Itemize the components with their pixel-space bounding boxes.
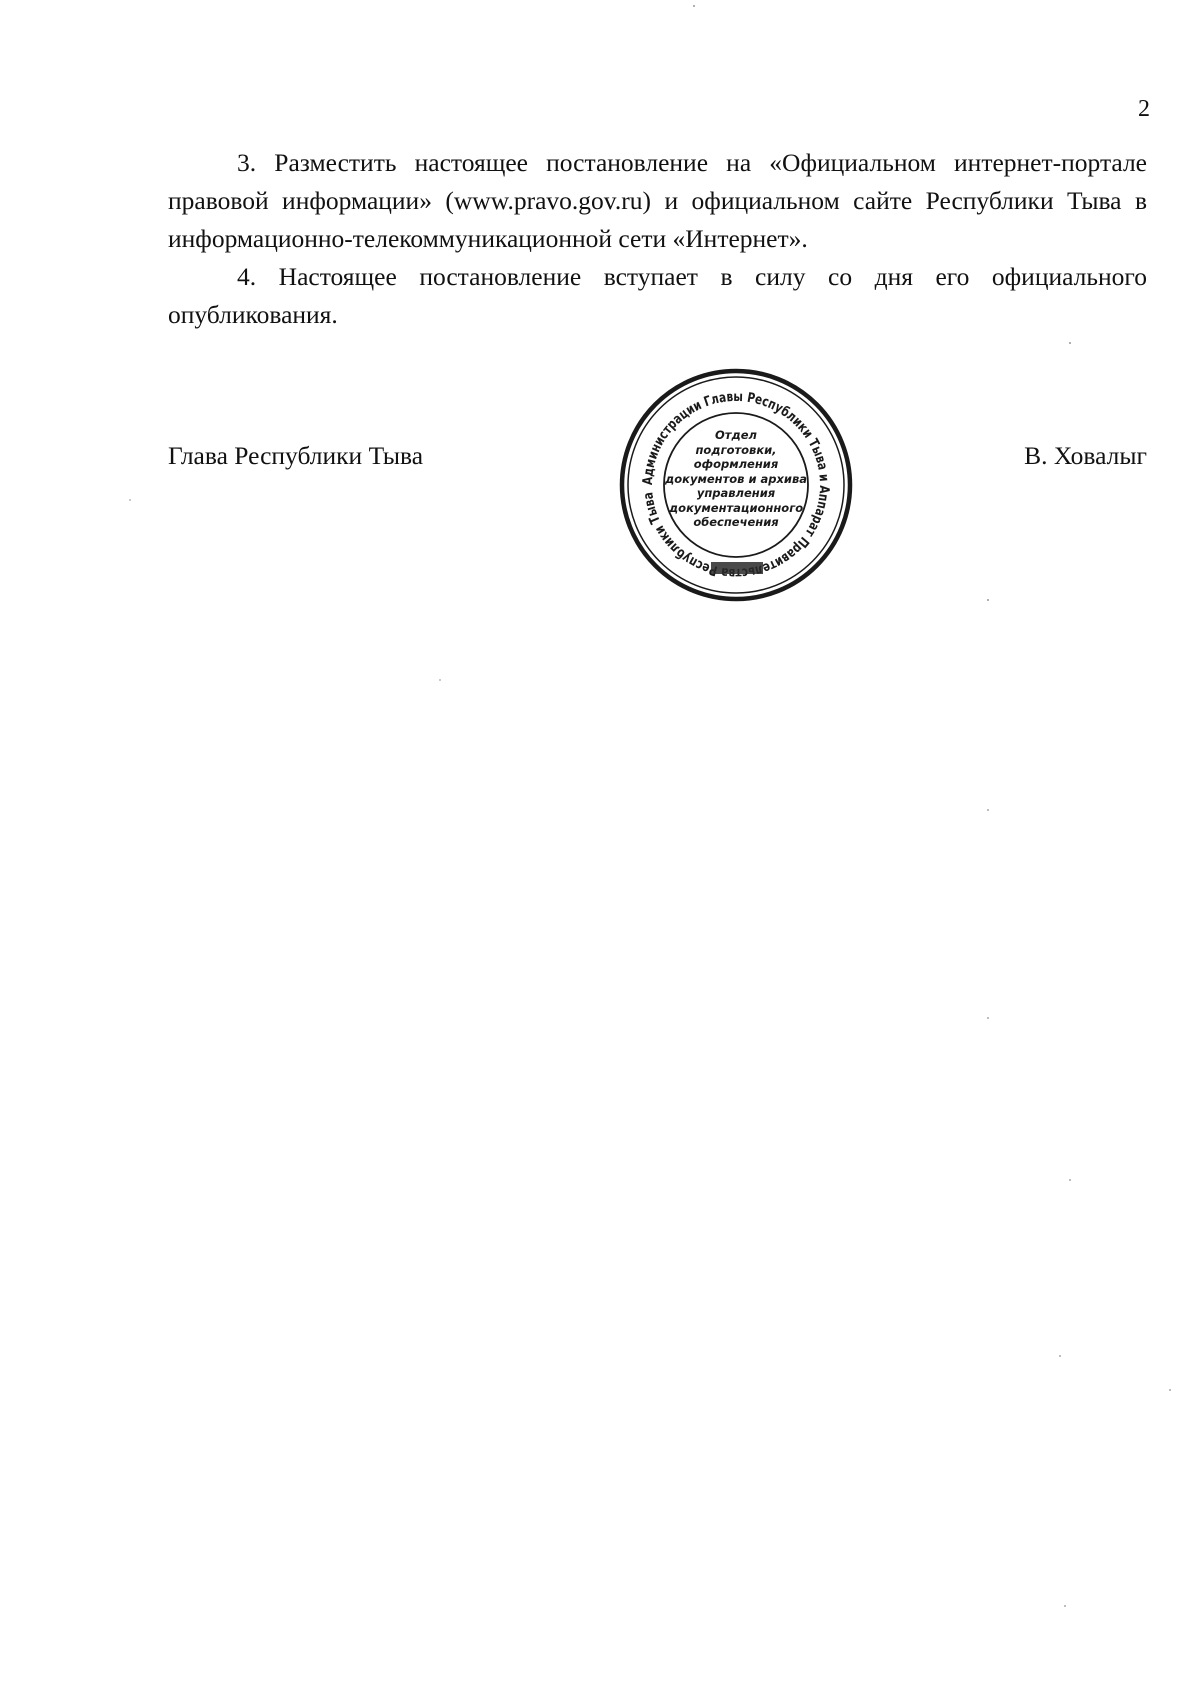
seal-center-line: документационного xyxy=(668,500,804,515)
seal-center-line: Отдел xyxy=(715,428,757,442)
seal-center-line: обеспечения xyxy=(693,515,779,529)
signer-name: В. Ховалыг xyxy=(1024,441,1147,470)
seal-center-line: документов и архива xyxy=(664,471,808,486)
signer-position: Глава Республики Тыва xyxy=(168,441,424,470)
seal-center-line: управления xyxy=(696,486,776,500)
page-number: 2 xyxy=(1138,96,1150,122)
official-seal-stamp xyxy=(617,366,855,604)
seal-center-line: подготовки, xyxy=(695,442,777,457)
document-body xyxy=(168,144,1147,334)
seal-center-text xyxy=(659,428,813,530)
seal-ring-text: Администрации Главы Республики Тыва и Аппарат Правите еспублики Тыва xyxy=(639,388,833,577)
paragraph-3: 3. Разместить настоящее постановление на «Официальном интернет-портале правовой информации» (www.pravo.gov.ru) и официальном сайте Республики Тыва в информационно-телекоммуникационной сети «Интернет». xyxy=(168,148,1147,253)
seal-center-line: оформления xyxy=(693,457,779,471)
paragraph-4: 4. Настоящее постановление вступает в силу со дня его официального опубликования. xyxy=(168,262,1147,329)
